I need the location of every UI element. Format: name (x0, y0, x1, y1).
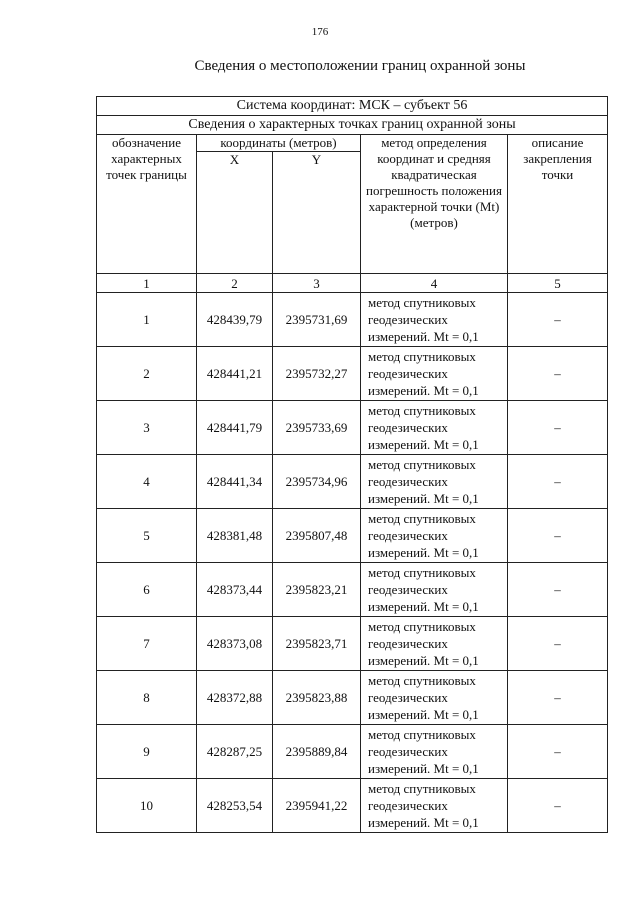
y-coordinate-cell: 2395731,69 (273, 293, 361, 347)
x-coordinate-cell: 428381,48 (197, 509, 273, 563)
point-cell: 10 (97, 779, 197, 833)
point-cell: 6 (97, 563, 197, 617)
method-cell: метод спутниковых геодезических измерений. Mt = 0,1 (361, 401, 508, 455)
fixing-cell: – (508, 671, 608, 725)
method-cell: метод спутниковых геодезических измерений. Mt = 0,1 (361, 509, 508, 563)
table-body (97, 293, 608, 833)
point-cell: 7 (97, 617, 197, 671)
method-cell: метод спутниковых геодезических измерений. Mt = 0,1 (361, 293, 508, 347)
fixing-cell: – (508, 617, 608, 671)
coordinates-header: координаты (метров) (197, 135, 361, 152)
column-number: 1 (97, 274, 197, 293)
method-cell: метод спутниковых геодезических измерений. Mt = 0,1 (361, 725, 508, 779)
fixing-cell: – (508, 563, 608, 617)
point-cell: 5 (97, 509, 197, 563)
y-coordinate-cell: 2395733,69 (273, 401, 361, 455)
y-coordinate-cell: 2395941,22 (273, 779, 361, 833)
column-number-row (97, 274, 608, 293)
x-coordinate-cell: 428441,34 (197, 455, 273, 509)
method-cell: метод спутниковых геодезических измерений. Mt = 0,1 (361, 671, 508, 725)
fixing-cell: – (508, 779, 608, 833)
fixing-cell: – (508, 401, 608, 455)
y-coordinate-cell: 2395823,88 (273, 671, 361, 725)
fixing-cell: – (508, 725, 608, 779)
point-cell: 4 (97, 455, 197, 509)
table-row (97, 725, 608, 779)
table-row (97, 401, 608, 455)
y-coordinate-cell: 2395807,48 (273, 509, 361, 563)
y-header: Y (273, 152, 361, 274)
table-row (97, 293, 608, 347)
x-coordinate-cell: 428253,54 (197, 779, 273, 833)
method-cell: метод спутниковых геодезических измерений. Mt = 0,1 (361, 455, 508, 509)
method-cell: метод спутниковых геодезических измерений. Mt = 0,1 (361, 779, 508, 833)
y-coordinate-cell: 2395823,71 (273, 617, 361, 671)
column-number: 2 (197, 274, 273, 293)
column-number: 4 (361, 274, 508, 293)
x-coordinate-cell: 428373,44 (197, 563, 273, 617)
coordinate-system-row: Система координат: МСК – субъект 56 (97, 97, 608, 116)
y-coordinate-cell: 2395823,21 (273, 563, 361, 617)
x-coordinate-cell: 428373,08 (197, 617, 273, 671)
y-coordinate-cell: 2395732,27 (273, 347, 361, 401)
method-header: метод определения координат и средняя квадратическая погрешность положения характерной точки (Mt) (метров) (361, 135, 508, 274)
method-cell: метод спутниковых геодезических измерений. Mt = 0,1 (361, 617, 508, 671)
method-cell: метод спутниковых геодезических измерений. Mt = 0,1 (361, 563, 508, 617)
table-row (97, 347, 608, 401)
designation-header: обозначение характерных точек границы (97, 135, 197, 274)
column-number: 5 (508, 274, 608, 293)
page-title: Сведения о местоположении границ охранной зоны (194, 58, 526, 74)
x-coordinate-cell: 428287,25 (197, 725, 273, 779)
column-number: 3 (273, 274, 361, 293)
x-header: X (197, 152, 273, 274)
table-row (97, 671, 608, 725)
boundary-points-table (96, 96, 608, 833)
fixing-header: описание закрепления точки (508, 135, 608, 274)
fixing-cell: – (508, 509, 608, 563)
table-row (97, 617, 608, 671)
point-cell: 1 (97, 293, 197, 347)
y-coordinate-cell: 2395734,96 (273, 455, 361, 509)
point-cell: 9 (97, 725, 197, 779)
y-coordinate-cell: 2395889,84 (273, 725, 361, 779)
point-cell: 3 (97, 401, 197, 455)
method-cell: метод спутниковых геодезических измерений. Mt = 0,1 (361, 347, 508, 401)
fixing-cell: – (508, 455, 608, 509)
table-row (97, 779, 608, 833)
x-coordinate-cell: 428441,79 (197, 401, 273, 455)
fixing-cell: – (508, 347, 608, 401)
x-coordinate-cell: 428372,88 (197, 671, 273, 725)
x-coordinate-cell: 428439,79 (197, 293, 273, 347)
page-number: 176 (311, 26, 329, 38)
point-cell: 8 (97, 671, 197, 725)
table-row (97, 563, 608, 617)
table-row (97, 455, 608, 509)
table-row (97, 509, 608, 563)
x-coordinate-cell: 428441,21 (197, 347, 273, 401)
fixing-cell: – (508, 293, 608, 347)
point-cell: 2 (97, 347, 197, 401)
section-title-row: Сведения о характерных точках границ охранной зоны (97, 116, 608, 135)
